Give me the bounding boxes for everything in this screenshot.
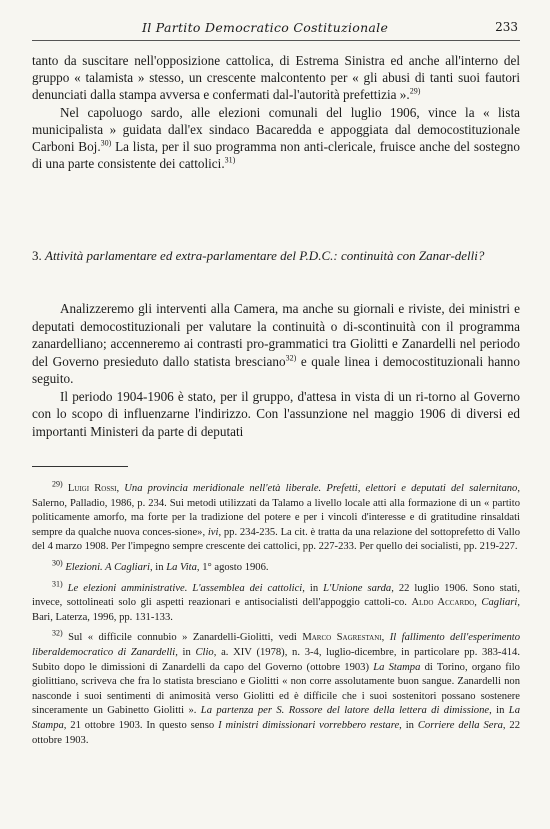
footnote-rule (32, 466, 128, 467)
note-ref-32[interactable]: 32) (285, 353, 297, 363)
running-title: Il Partito Democratico Costituzionale (142, 20, 389, 35)
note-ref-30[interactable]: 30) (100, 138, 112, 148)
body-text-top (32, 52, 520, 172)
paragraph-1: tanto da suscitare nell'opposizione cattolica, di Estrema Sinistra ed anche all'interno del gruppo « talamista » stesso, un crescente malcontento per « gli abusi di tanti suoi fautori denunciati dalla stampa avversa e confermati dal-l'autorità prefettizia ».$^{29)}$ (32, 53, 520, 103)
page-number: 233 (495, 20, 518, 34)
note-ref-29[interactable]: 29) (409, 87, 421, 97)
paragraph-3: Analizzeremo gli interventi alla Camera, ma anche su giornali e riviste, dei ministri e deputati democostituzionali per valutare la continuità o di-scontinuità con il programma zanardelliano; accenneremo ai contrasti pro-grammatici tra Giolitti e Zanardelli nel periodo del Governo presieduto dallo statista bresciano$^{32)}$ e quale linea i democostituzionali hanno seguito. (32, 301, 520, 386)
footnote-32: $^{32)}$ Sul « difficile connubio » Zanardelli-Giolitti, vedi Marco Sagrestani, Il fallimento dell'esperimento liberaldemocratico di Zanardelli, in Clio, a. XIV (1978), n. 3-4, luglio-dicembre, in particolare pp. 383-414. Subito dopo le dimissioni di Zanardelli da capo del Governo (ottobre 1903) La Stampa di Torino, organo filo giolittiano, scriveva che fra lo statista bresciano e Giolitti « non corre assolutamente buon sangue. Zanardelli non nasconde i suoi sentimenti di animosità verso Giolitti ed è difficile che i suoi sostenitori possano sostenere sinceramente un Gabinetto Giolitti ». La partenza per S. Rossore del latore della lettera di dimissione, in La Stampa, 21 ottobre 1903. In questo senso I ministri dimissionari vorrebbero restare, in Corriere della Sera, 22 ottobre 1903. (32, 628, 521, 746)
footnote-29: $^{29)}$ Luigi Rossi, Una provincia meridionale nell'età liberale. Prefetti, elettori e deputati del salernitano, Salerno, Palladio, 1986, p. 234. Sui metodi utilizzati da Talamo a livello locale atti alla formazione di un « partito politicamente amorfo, ma forte per la tradizione del potere e per i vincoli d'interesse e di gratitudine rinsaldati sempre da qualche nuova conces-sione», ivi, pp. 234-235. La cit. è tratta da una relazione del sottoprefetto di Vallo del 4 marzo 1908. Per l'impegno sempre crescente dei cattolici, pp. 227-233. Per quello dei socialisti, pp. 219-227. (32, 479, 520, 553)
section-title: Attività parlamentare ed extra-parlamentare del P.D.C.: continuità con Zanar-delli? (45, 248, 485, 263)
section-number: 3. (32, 248, 42, 263)
footnotes (32, 479, 521, 754)
footnote-30: $^{30)}$ Elezioni. A Cagliari, in La Vita, 1° agosto 1906. (52, 558, 269, 573)
running-head (32, 20, 520, 41)
paragraph-4: Il periodo 1904-1906 è stato, per il gruppo, d'attesa in vista di un ri-torno al Governo con lo scopo di influenzarne l'indirizzo. Con l'assunzione nel maggio 1906 di diversi ed importanti Ministeri da parte di deputati (32, 388, 520, 439)
body-text-bottom (32, 300, 520, 440)
paragraph-2: Nel capoluogo sardo, alle elezioni comunali del luglio 1906, vince la « lista municipalista » guidata dall'ex sindaco Bacaredda e appoggiata dal democostituzionale Carboni Boj.$^{30)}$ La lista, per il suo programma non anti-clericale, fruisce anche del sostegno di una parte consistente dei cattolici.$^{31)}$ (32, 104, 520, 172)
note-ref-31[interactable]: 31) (224, 155, 236, 165)
section-heading (32, 247, 520, 264)
footnote-31: $^{31)}$ Le elezioni amministrative. L'assemblea dei cattolici, in L'Unione sarda, 22 luglio 1906. Sono stati, invece, sottolineati solo gli aspetti reazionari e antisocialisti dell'appoggio cattoli-co. Aldo Accardo, Cagliari, Bari, Laterza, 1996, pp. 131-133. (32, 579, 520, 623)
